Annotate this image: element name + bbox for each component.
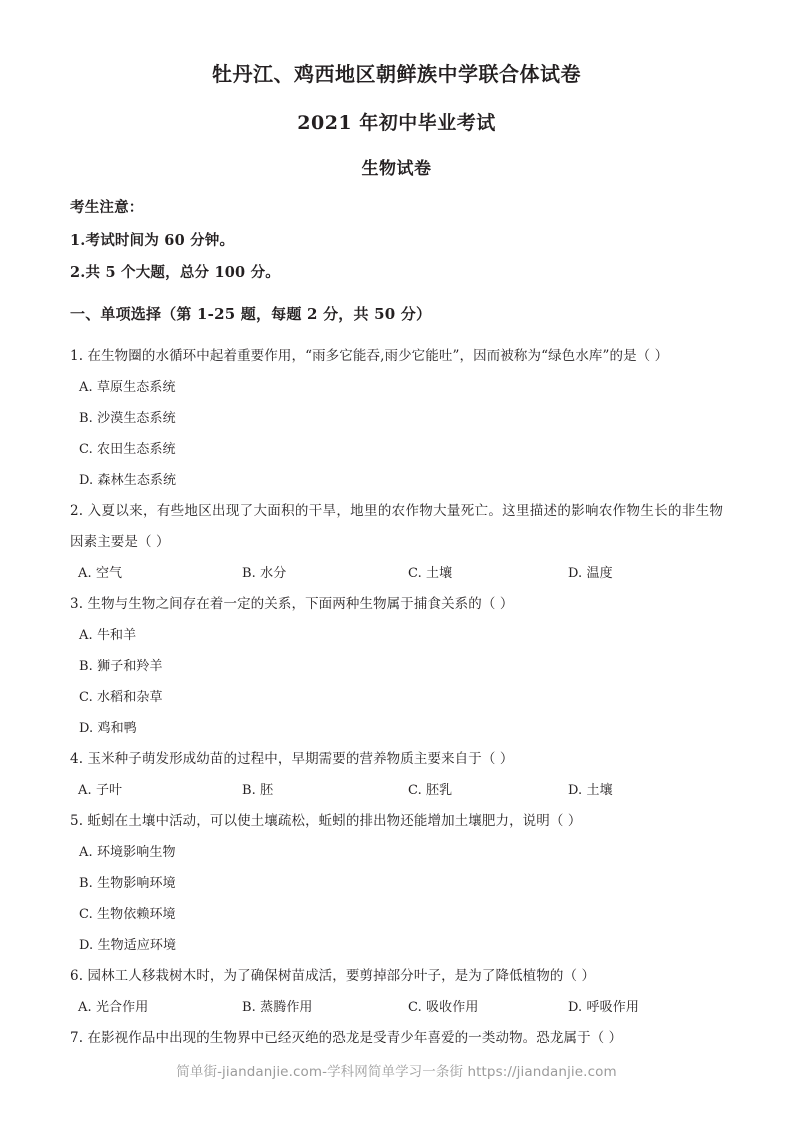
option-c[interactable]: C. 农田生态系统 [79, 441, 176, 457]
option-b[interactable]: B. 沙漠生态系统 [79, 410, 176, 426]
question-stem: 2. 入夏以来，有些地区出现了大面积的干旱，地里的农作物大量死亡。这里描述的影响农作物生长的非生物因素主要是（ ） [70, 502, 723, 550]
option-d[interactable]: D. 森林生态系统 [79, 472, 177, 488]
exam-year-title: 2021 年初中毕业考试 [297, 112, 496, 134]
option-b[interactable]: B. 蒸腾作用 [242, 999, 313, 1015]
option-list [70, 837, 723, 961]
option-a[interactable]: A. 草原生态系统 [79, 379, 176, 395]
question-stem: 7. 在影视作品中出现的生物界中已经灭绝的恐龙是受青少年喜爱的一类动物。恐龙属于（ ） [70, 1029, 623, 1046]
option-list [70, 620, 723, 744]
option-c[interactable]: C. 生物依赖环境 [79, 906, 176, 922]
option-list [70, 372, 723, 496]
option-d[interactable]: D. 生物适应环境 [79, 937, 177, 953]
notice-heading: 考生注意： [70, 199, 144, 217]
question-1 [70, 341, 723, 496]
question-5 [70, 806, 723, 961]
question-4 [70, 744, 723, 806]
question-stem: 3. 生物与生物之间存在着一定的关系，下面两种生物属于捕食关系的（ ） [70, 595, 514, 612]
option-a[interactable]: A. 子叶 [78, 782, 123, 798]
question-stem: 6. 园林工人移栽树木时，为了确保树苗成活，要剪掉部分叶子，是为了降低植物的（ ） [70, 967, 596, 984]
question-stem: 4. 玉米种子萌发形成幼苗的过程中，早期需要的营养物质主要来自于（ ） [70, 750, 514, 767]
subject-title: 生物试卷 [361, 158, 432, 179]
option-a[interactable]: A. 光合作用 [78, 999, 149, 1015]
option-c[interactable]: C. 土壤 [408, 565, 453, 581]
option-a[interactable]: A. 牛和羊 [79, 627, 137, 643]
page-title: 牡丹江、鸡西地区朝鲜族中学联合体试卷 [212, 62, 581, 86]
option-list [70, 775, 723, 806]
question-7 [70, 1023, 723, 1054]
option-d[interactable]: D. 土壤 [568, 782, 613, 798]
option-list [70, 992, 723, 1023]
option-c[interactable]: C. 吸收作用 [408, 999, 479, 1015]
option-b[interactable]: B. 狮子和羚羊 [79, 658, 163, 674]
option-c[interactable]: C. 水稻和杂草 [79, 689, 163, 705]
question-stem: 1. 在生物圈的水循环中起着重要作用，“雨多它能吞,雨少它能吐”，因而被称为“绿色水库”的是（ ） [70, 347, 669, 364]
option-b[interactable]: B. 水分 [242, 565, 287, 581]
option-b[interactable]: B. 胚 [242, 782, 274, 798]
option-a[interactable]: A. 空气 [78, 565, 123, 581]
option-c[interactable]: C. 胚乳 [408, 782, 453, 798]
option-a[interactable]: A. 环境影响生物 [79, 844, 176, 860]
candidate-notice [70, 201, 723, 281]
notice-line-duration: 1.考试时间为 60 分钟。 [70, 231, 235, 249]
question-6 [70, 961, 723, 1023]
section-heading-multiple-choice: 一、单项选择（第 1-25 题，每题 2 分，共 50 分） [70, 304, 432, 323]
footer-watermark: 简单街-jiandanjie.com-学科网简单学习一条街 https://jiandanjie.com [176, 1064, 617, 1080]
notice-line-sections: 2.共 5 个大题，总分 100 分。 [70, 264, 280, 282]
option-b[interactable]: B. 生物影响环境 [79, 875, 176, 891]
option-d[interactable]: D. 呼吸作用 [568, 999, 639, 1015]
question-3 [70, 589, 723, 744]
option-list [70, 558, 723, 589]
question-2 [70, 496, 723, 589]
question-stem: 5. 蚯蚓在土壤中活动，可以使土壤疏松，蚯蚓的排出物还能增加土壤肥力，说明（ ） [70, 812, 582, 829]
option-d[interactable]: D. 鸡和鸭 [79, 720, 137, 736]
option-d[interactable]: D. 温度 [568, 565, 613, 581]
title-block [70, 0, 723, 179]
